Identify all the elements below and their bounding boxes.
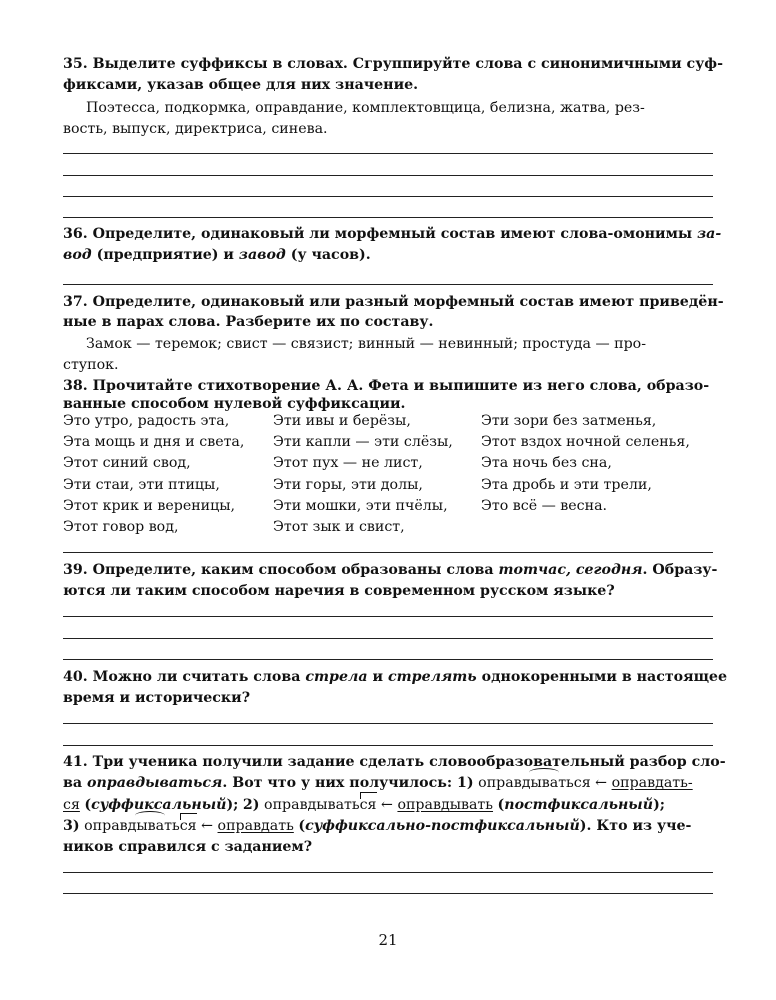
task-35-prompt-line-2: фиксами, указав общее для них значение. (63, 77, 419, 93)
underlined-stem: оправдать (217, 818, 294, 834)
task-39-prompt-line-2: ются ли таким способом наречия в современном русском языке? (63, 583, 615, 599)
poem-line: Эти стаи, эти птицы, (63, 476, 220, 493)
poem-line: Эти горы, эти долы, (273, 476, 423, 493)
task-36-prompt-line-1: 36. Определите, одинаковый ли морфемный состав имеют слова-омонимы за- (63, 226, 722, 242)
answer-line[interactable] (63, 196, 713, 197)
task-37-body-line-2: ступок. (63, 357, 119, 373)
task-41-prompt-line-2: ва оправдываться. Вот что у них получилось: 1) оправдываться ← оправдать- (63, 773, 713, 794)
task-35-prompt-line-1: 35. Выделите суффиксы в словах. Сгруппируйте слова с синонимичными суф- (63, 56, 723, 72)
poem-line: Эти ивы и берёзы, (273, 413, 411, 429)
task-38-prompt-line-2: ванные способом нулевой суффиксации. (63, 396, 406, 412)
poem-line: Этот говор вод, (63, 519, 179, 536)
underlined-stem: оправдывать (397, 797, 494, 813)
task-41-prompt-line-3: ся (суффиксальный); 2) оправдываться ← оправдывать (постфиксальный); (63, 795, 713, 816)
task-38-prompt-line-1: 38. Прочитайте стихотворение А. А. Фета и выпишите из него слова, образо- (63, 378, 710, 394)
postfix-mark: ся (180, 816, 197, 837)
answer-line[interactable] (63, 723, 713, 724)
task-37-prompt-line-2: ные в парах слова. Разберите их по составу. (63, 314, 434, 330)
poem-line: Этот вздох ночной селенья, (481, 434, 690, 451)
poem-line: Этот крик и вереницы, (63, 497, 236, 514)
suffix-mark: ыва (136, 816, 164, 837)
answer-line[interactable] (63, 217, 713, 218)
answer-line[interactable] (63, 552, 713, 553)
answer-line[interactable] (63, 175, 713, 176)
poem-line: Этот зык и свист, (273, 519, 405, 536)
poem-line: Эти зори без затменья, (481, 413, 657, 429)
poem-line: Эти капли — эти слёзы, (273, 434, 453, 451)
suffix-mark: ыва (530, 773, 558, 794)
task-41-prompt-line-4: 3) оправдываться ← оправдать (суффиксально-постфиксальный). Кто из уче- (63, 816, 713, 837)
task-41-prompt-line-1: 41. Три ученика получили задание сделать словообразовательный разбор сло- (63, 754, 726, 770)
poem-line: Эти мошки, эти пчёлы, (273, 497, 448, 514)
answer-line[interactable] (63, 659, 713, 660)
task-39-prompt-line-1: 39. Определите, каким способом образованы слова тотчас, сегодня. Образу- (63, 562, 718, 578)
poem-line: Эта мощь и дня и света, (63, 434, 245, 451)
task-40-prompt-line-1: 40. Можно ли считать слова стрела и стрелять однокоренными в настоящее (63, 669, 727, 685)
underlined-stem: оправдать- (611, 775, 693, 791)
poem-column-2 (273, 411, 453, 538)
poem-line: Это всё — весна. (481, 497, 608, 514)
answer-line[interactable] (63, 616, 713, 617)
task-41-prompt-line-5: ников справился с заданием? (63, 839, 313, 855)
answer-line[interactable] (63, 638, 713, 639)
postfix-mark: ся (360, 795, 377, 816)
task-36-prompt-line-2: вод (предприятие) и завод (у часов). (63, 247, 371, 263)
task-35-body-line-2: вость, выпуск, директриса, синева. (63, 121, 328, 137)
poem-column-1 (63, 411, 244, 538)
answer-line[interactable] (63, 284, 713, 285)
task-35-body-line-1: Поэтесса, подкормка, оправдание, комплектовщица, белизна, жатва, рез- (86, 100, 645, 116)
answer-line[interactable] (63, 893, 713, 894)
answer-line[interactable] (63, 153, 713, 154)
poem-line: Этот пух — не лист, (273, 455, 423, 472)
task-40-prompt-line-2: время и исторически? (63, 690, 251, 706)
answer-line[interactable] (63, 872, 713, 873)
poem-line: Это утро, радость эта, (63, 413, 230, 429)
answer-line[interactable] (63, 745, 713, 746)
poem-column-3 (481, 411, 690, 517)
task-37-prompt-line-1: 37. Определите, одинаковый или разный морфемный состав имеют приведён- (63, 294, 724, 310)
poem-line: Эта дробь и эти трели, (481, 476, 652, 493)
poem-line: Этот синий свод, (63, 455, 191, 472)
page-number: 21 (378, 931, 398, 949)
poem-line: Эта ночь без сна, (481, 455, 612, 472)
task-37-body-line-1: Замок — теремок; свист — связист; винный — невинный; простуда — про- (86, 336, 647, 352)
underlined-stem: ся (63, 797, 80, 813)
